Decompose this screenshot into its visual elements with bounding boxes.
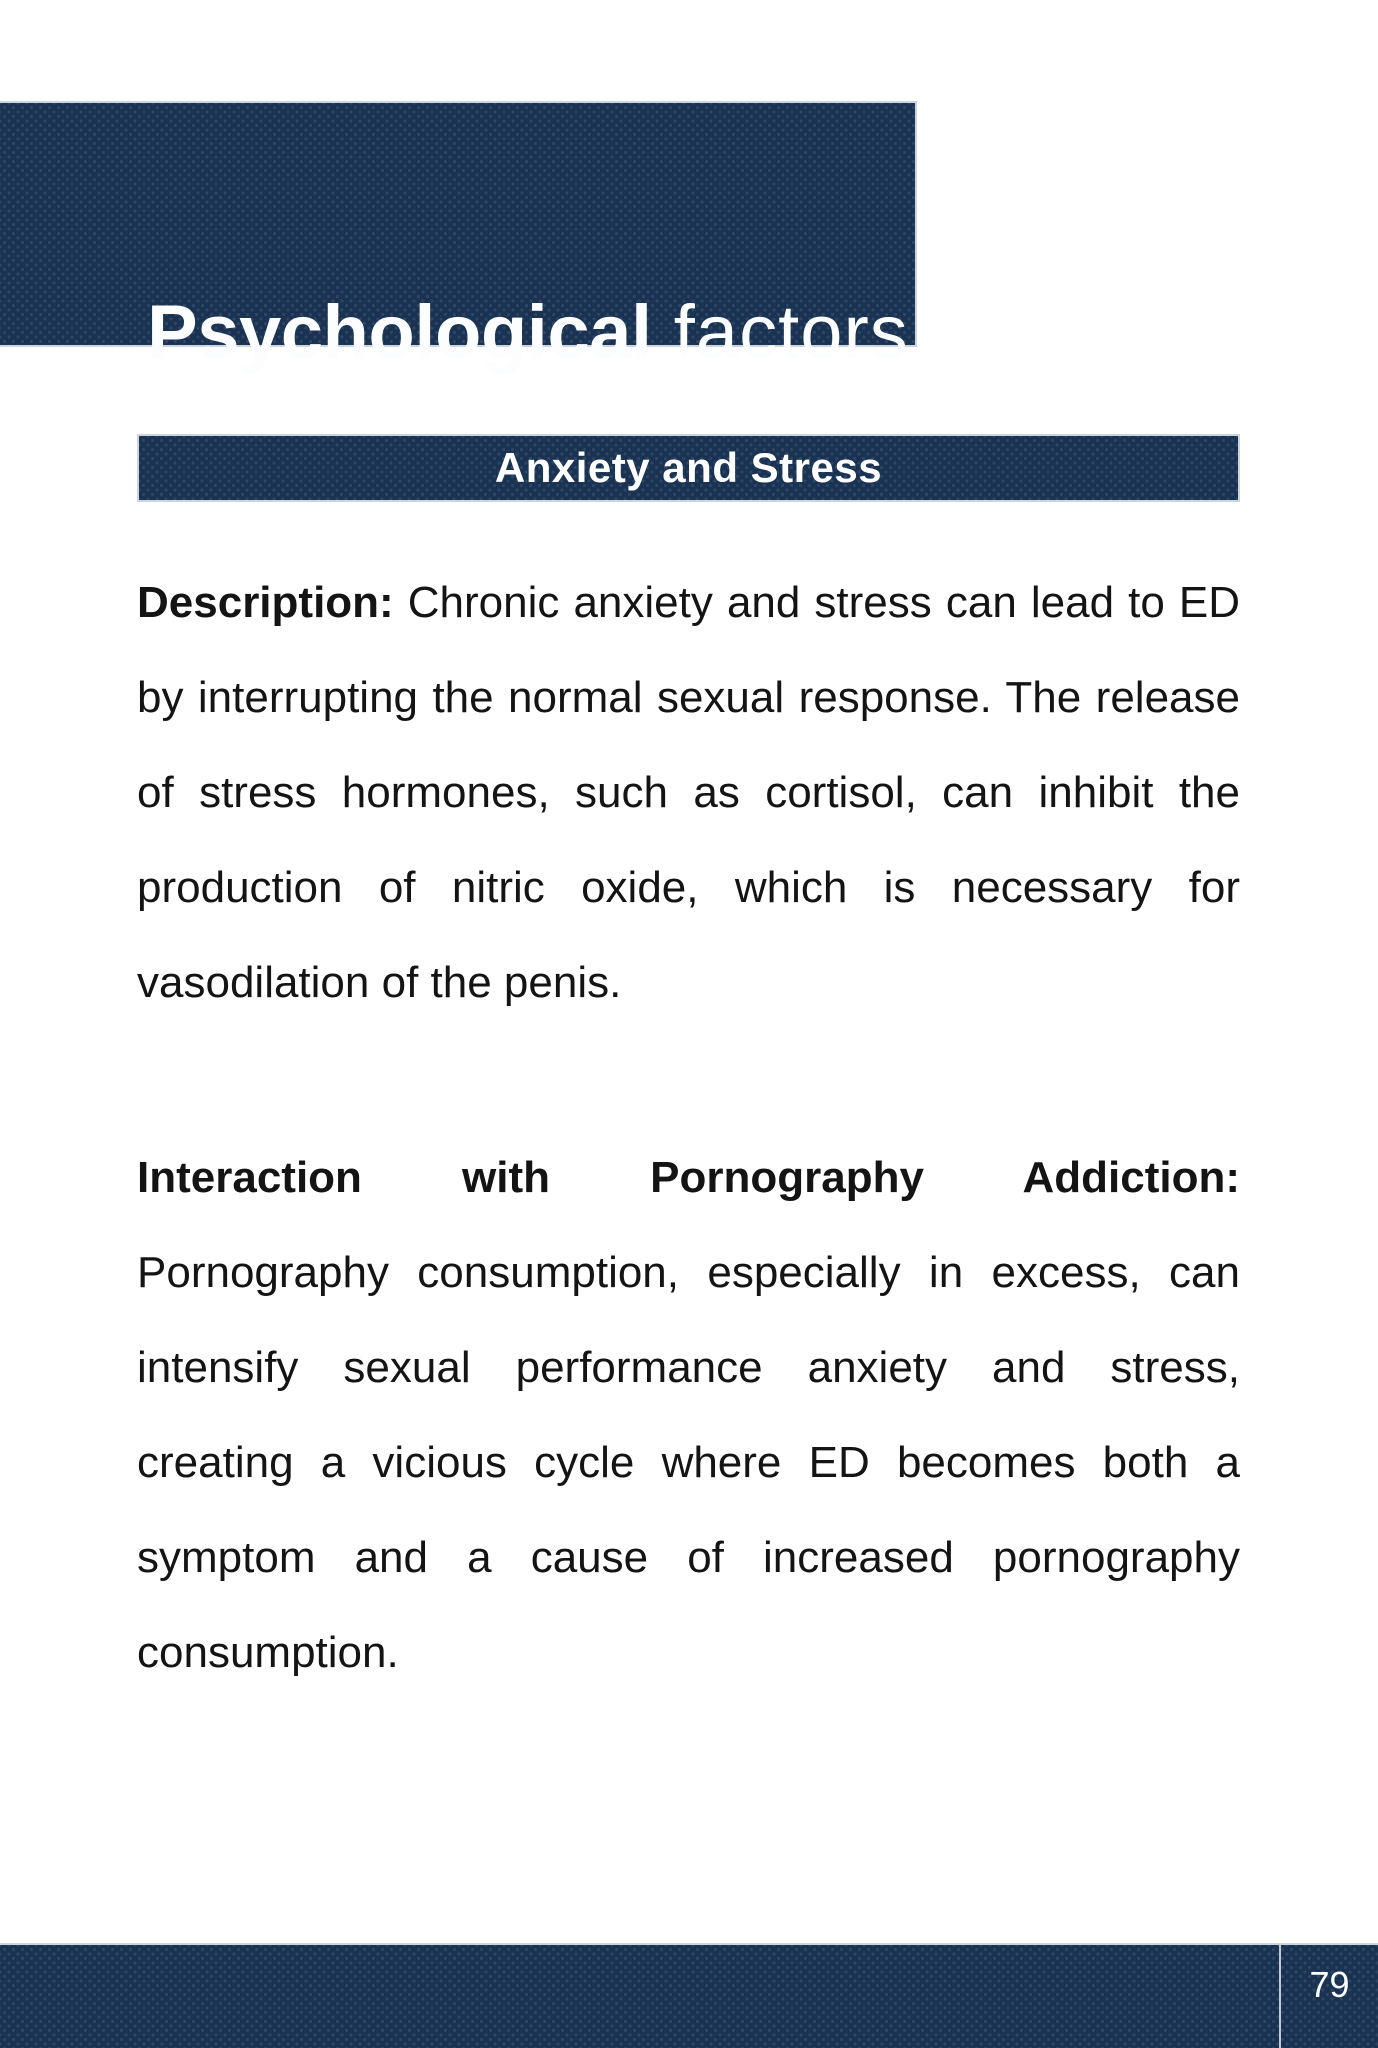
- page-number: 79: [1309, 1964, 1350, 2005]
- page-title-light-part: factors: [651, 290, 909, 375]
- text-line: [137, 1225, 1240, 1320]
- text-line: [137, 1320, 1240, 1415]
- text-segment: production of nitric oxide, which is necessary for: [137, 863, 1240, 912]
- text-segment: Chronic anxiety and stress can lead to ED: [393, 578, 1240, 627]
- paragraph: [137, 1130, 1240, 1700]
- page-title-bold-part: Psychological: [147, 290, 652, 375]
- text-segment: of stress hormones, such as cortisol, can inhibit the: [137, 768, 1240, 817]
- text-segment: vasodilation of the penis.: [137, 958, 622, 1007]
- text-line: [137, 840, 1240, 935]
- text-line: [137, 555, 1240, 650]
- text-segment: consumption.: [137, 1628, 399, 1677]
- text-line: [137, 935, 1240, 1030]
- text-segment-bold: Description:: [137, 578, 394, 627]
- text-line: [137, 1415, 1240, 1510]
- section-banner: [137, 434, 1240, 502]
- page-title: [147, 288, 909, 378]
- content: [137, 555, 1240, 1800]
- text-segment-bold: Interaction with Pornography Addiction:: [137, 1153, 1240, 1202]
- text-line: [137, 650, 1240, 745]
- text-line: [137, 1130, 1240, 1225]
- section-banner-label: Anxiety and Stress: [494, 444, 883, 491]
- text-segment: symptom and a cause of increased pornography: [137, 1533, 1240, 1582]
- text-segment: creating a vicious cycle where ED becomes both a: [137, 1438, 1240, 1487]
- text-segment: Pornography consumption, especially in excess, can: [137, 1248, 1240, 1297]
- text-segment: intensify sexual performance anxiety and stress,: [137, 1343, 1240, 1392]
- text-line: [137, 1605, 1240, 1700]
- chapter-header-block: [0, 101, 917, 375]
- text-line: [137, 1510, 1240, 1605]
- paragraph: [137, 555, 1240, 1030]
- text-line: [137, 745, 1240, 840]
- footer-bar: [0, 1943, 1378, 2048]
- text-segment: by interrupting the normal sexual response. The release: [137, 673, 1240, 722]
